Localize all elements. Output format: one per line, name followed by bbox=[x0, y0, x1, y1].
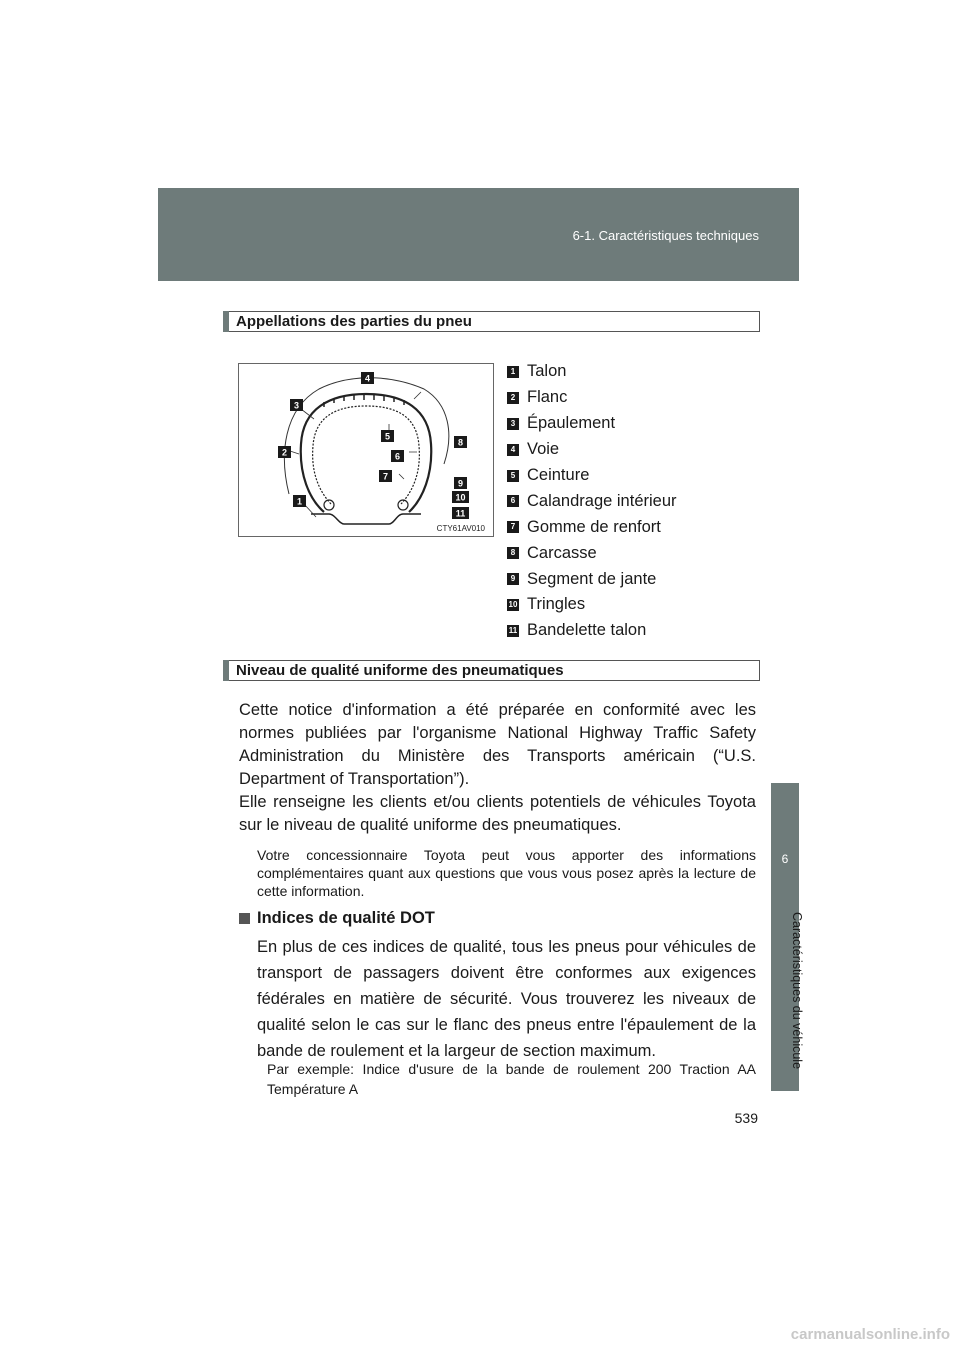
dealer-note: Votre concessionnaire Toyota peut vous apporter des informations complémentaires quant aux questions que vous vous posez après la lecture de cette information. bbox=[257, 847, 756, 899]
part-number-badge: 4 bbox=[507, 444, 519, 456]
part-label: Tringles bbox=[527, 595, 586, 614]
section-heading-accent bbox=[223, 660, 229, 681]
chapter-number: 6 bbox=[781, 852, 789, 866]
part-label: Voie bbox=[527, 440, 560, 459]
part-number-badge: 11 bbox=[508, 625, 518, 635]
svg-text:11: 11 bbox=[455, 508, 466, 519]
part-label: Talon bbox=[527, 362, 567, 381]
intro-paragraph: Cette notice d'information a été préparée en conformité avec les normes publiées par l'organisme National Highway Traffic Safety Administration du Ministère des Transports américain (“U.S. Department of Transportation”). bbox=[239, 701, 756, 788]
list-item bbox=[507, 514, 677, 540]
list-item bbox=[507, 592, 677, 618]
svg-text:3: 3 bbox=[293, 400, 300, 411]
chapter-side-label: Caractéristiques du véhicule bbox=[790, 912, 804, 1070]
part-label: Bandelette talon bbox=[527, 621, 647, 640]
section-heading-title: Niveau de qualité uniforme des pneumatiques bbox=[236, 662, 564, 679]
part-number-badge: 2 bbox=[507, 392, 519, 404]
list-item bbox=[507, 437, 677, 463]
section-heading-tire-parts bbox=[223, 311, 760, 332]
part-number-badge: 1 bbox=[507, 366, 519, 378]
svg-text:9: 9 bbox=[457, 478, 464, 489]
list-item bbox=[507, 385, 677, 411]
part-number-badge: 10 bbox=[508, 599, 518, 609]
svg-text:2: 2 bbox=[281, 447, 288, 458]
page-number: 539 bbox=[734, 1110, 758, 1126]
part-label: Épaulement bbox=[527, 414, 616, 433]
svg-text:7: 7 bbox=[382, 471, 389, 482]
chapter-section-title: 6-1. Caractéristiques techniques bbox=[572, 228, 759, 243]
example-note: Par exemple: Indice d'usure de la bande de roulement 200 Traction AA Température A bbox=[267, 1061, 756, 1097]
part-number-badge: 9 bbox=[507, 573, 519, 585]
list-item bbox=[507, 488, 677, 514]
section-heading-title: Appellations des parties du pneu bbox=[236, 313, 472, 330]
svg-text:1: 1 bbox=[296, 496, 303, 507]
svg-text:10: 10 bbox=[455, 492, 466, 503]
part-number-badge: 8 bbox=[507, 547, 519, 559]
list-item bbox=[507, 566, 677, 592]
watermark: carmanualsonline.info bbox=[790, 1326, 950, 1343]
tire-parts-list bbox=[507, 359, 677, 644]
dot-paragraph: En plus de ces indices de qualité, tous les pneus pour véhicules de transport de passagers doivent être conformes aux exigences fédérales en matière de sécurité. Vous trouverez les niveaux de qualité selon le cas sur le flanc des pneus entre l'épaulement de la bande de roulement et la largeur de section maximum. bbox=[257, 938, 756, 1060]
part-number-badge: 7 bbox=[507, 521, 519, 533]
svg-text:5: 5 bbox=[384, 431, 391, 442]
list-item bbox=[507, 359, 677, 385]
part-number-badge: 5 bbox=[507, 470, 519, 482]
list-item bbox=[507, 463, 677, 489]
part-label: Calandrage intérieur bbox=[527, 491, 677, 510]
list-item bbox=[507, 618, 677, 644]
svg-text:6: 6 bbox=[394, 451, 401, 462]
section-heading-uniform-quality bbox=[223, 660, 760, 681]
tire-cross-section-diagram bbox=[238, 363, 494, 537]
part-label: Carcasse bbox=[527, 543, 597, 562]
section-heading-accent bbox=[223, 311, 229, 332]
list-item bbox=[507, 411, 677, 437]
part-number-badge: 6 bbox=[507, 495, 519, 507]
tire-diagram-illustration bbox=[239, 364, 493, 536]
part-label: Flanc bbox=[527, 388, 568, 407]
dot-quality-subheading bbox=[239, 909, 435, 928]
part-label: Ceinture bbox=[527, 466, 590, 484]
svg-text:4: 4 bbox=[364, 373, 371, 384]
diagram-code: CTY61AV010 bbox=[436, 524, 485, 533]
svg-text:8: 8 bbox=[457, 437, 464, 448]
square-bullet-icon bbox=[239, 913, 250, 924]
part-label: Segment de jante bbox=[527, 569, 657, 588]
part-number-badge: 3 bbox=[507, 418, 519, 430]
list-item bbox=[507, 540, 677, 566]
intro-paragraph-2: Elle renseigne les clients et/ou clients potentiels de véhicules Toyota sur le niveau de qualité uniforme des pneumatiques. bbox=[239, 793, 756, 834]
part-label: Gomme de renfort bbox=[527, 517, 661, 536]
subheading-text: Indices de qualité DOT bbox=[257, 909, 435, 927]
chapter-header-band bbox=[158, 188, 799, 281]
